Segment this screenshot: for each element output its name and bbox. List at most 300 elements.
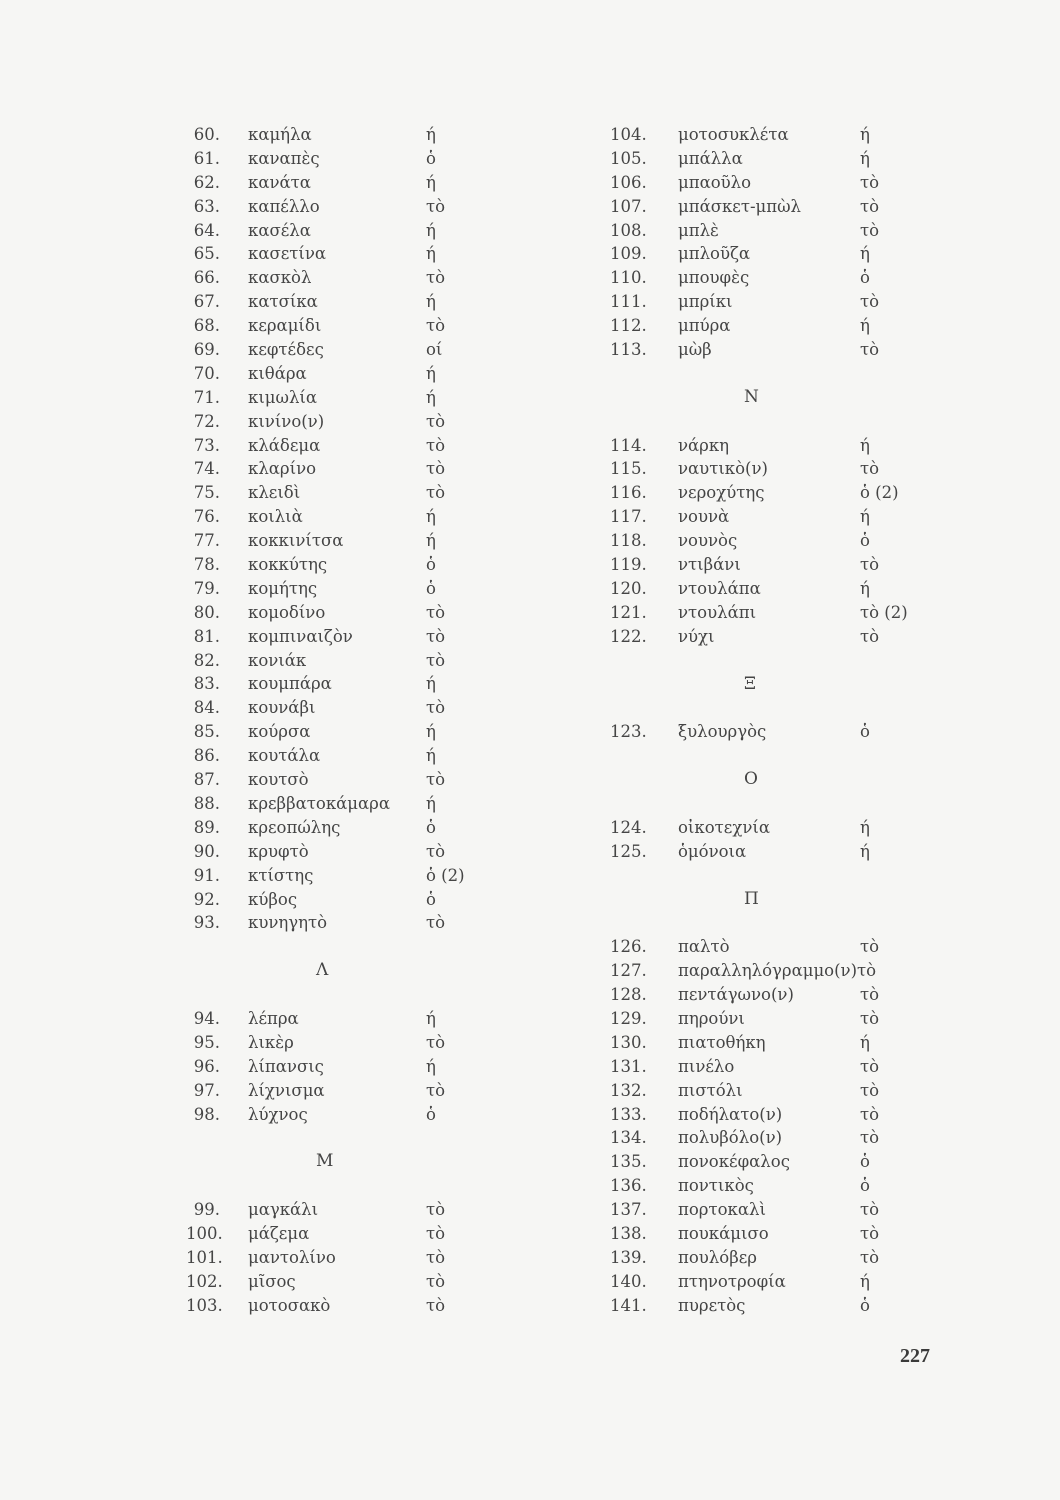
entry-word: ποντικὸς <box>678 1176 754 1196</box>
entry-number: 77. <box>193 531 220 551</box>
entry-number: 66. <box>193 268 220 288</box>
list-item <box>610 625 930 649</box>
right-column <box>610 123 930 1318</box>
entry-number: 123. <box>610 722 647 742</box>
entry-number: 63. <box>193 196 220 216</box>
entry-article: τὸ <box>426 1224 446 1243</box>
letter-heading-text: Ο <box>744 769 758 790</box>
entry-word: καμήλα <box>248 125 312 144</box>
letter-heading-text: Ξ <box>744 673 756 694</box>
entry-number: 106. <box>610 172 647 192</box>
entry-article: τὸ <box>860 459 880 479</box>
entry-number: 134. <box>610 1128 647 1148</box>
entry-article: τὸ <box>426 602 446 622</box>
entry-word: κασκὸλ <box>248 268 312 288</box>
entry-number: 107. <box>610 196 647 216</box>
entry-number: 96. <box>193 1056 220 1076</box>
entry-number: 68. <box>193 316 220 336</box>
entry-article: τὸ <box>426 435 446 455</box>
list-item <box>610 935 930 959</box>
list-item <box>186 553 486 577</box>
entry-word: μῖσος <box>248 1271 296 1291</box>
entry-word: μπλὲ <box>678 220 719 240</box>
entry-number: 79. <box>193 578 220 598</box>
entry-word: κομήτης <box>248 578 318 598</box>
entry-number: 138. <box>610 1224 647 1244</box>
entry-word: πονοκέφαλος <box>678 1152 790 1172</box>
entry-article: τὸ <box>426 268 446 288</box>
entry-word: κασετίνα <box>248 244 327 264</box>
list-item <box>186 1079 486 1103</box>
list-item <box>186 1103 486 1127</box>
list-item <box>610 1246 930 1270</box>
entry-word: κασέλα <box>248 220 311 240</box>
entry-article: ή <box>426 387 436 407</box>
list-item <box>186 290 486 314</box>
letter-heading <box>610 649 930 721</box>
entry-article: ή <box>426 292 436 312</box>
entry-word: παραλληλόγραμμο(ν)τὸ <box>678 961 877 981</box>
entry-number: 73. <box>193 435 220 455</box>
list-item <box>186 672 486 696</box>
list-item <box>186 768 486 792</box>
entry-number: 129. <box>610 1009 647 1029</box>
entry-word: πολυβόλο(ν) <box>678 1128 783 1148</box>
entry-word: πηρούνι <box>678 1009 745 1029</box>
entry-number: 122. <box>610 626 647 646</box>
list-item <box>186 840 486 864</box>
entry-article: τὸ <box>860 1247 880 1267</box>
entry-number: 114. <box>610 435 647 455</box>
entry-word: πτηνοτροφία <box>678 1271 786 1291</box>
entry-number: 108. <box>610 220 647 240</box>
entry-number: 119. <box>610 555 647 575</box>
entry-word: νύχι <box>678 626 715 646</box>
letter-heading <box>610 362 930 434</box>
entry-article: τὸ <box>426 1200 446 1220</box>
entry-word: καπέλλο <box>248 196 320 216</box>
entry-article: τὸ <box>860 196 880 216</box>
list-item <box>186 147 486 171</box>
list-item <box>610 1270 930 1294</box>
entry-article: ὁ <box>426 1104 436 1124</box>
list-item <box>186 410 486 434</box>
entry-article: τὸ <box>860 626 880 646</box>
entry-word: ντιβάνι <box>678 555 741 575</box>
entry-word: κουτσὸ <box>248 770 309 790</box>
entry-number: 112. <box>610 316 647 336</box>
entry-number: 140. <box>610 1271 647 1291</box>
list-item <box>186 1198 486 1222</box>
left-column <box>186 123 486 1318</box>
entry-number: 111. <box>610 292 647 312</box>
list-item <box>610 1031 930 1055</box>
entry-word: κουτάλα <box>248 746 321 766</box>
entry-word: κύβος <box>248 889 298 909</box>
entry-number: 103. <box>186 1295 223 1315</box>
entry-article: ή <box>426 220 436 240</box>
entry-article: τὸ <box>860 172 880 192</box>
entry-article: τὸ <box>426 1032 446 1052</box>
entry-number: 72. <box>193 411 220 431</box>
entry-word: λίχνισμα <box>248 1080 325 1100</box>
entry-word: κλαρίνο <box>248 459 317 479</box>
list-item <box>610 816 930 840</box>
entry-word: κανάτα <box>248 172 311 192</box>
entry-number: 69. <box>193 340 220 360</box>
list-item <box>186 911 486 935</box>
entry-word: ὁμόνοια <box>678 841 747 861</box>
entry-word: κρεοπώλης <box>248 817 341 837</box>
list-item <box>186 457 486 481</box>
entry-article: τὸ <box>860 937 880 957</box>
entry-number: 71. <box>193 387 220 407</box>
entry-article: ὁ <box>860 1295 870 1315</box>
entry-number: 93. <box>193 913 220 933</box>
letter-heading <box>186 935 486 1007</box>
list-item <box>610 840 930 864</box>
list-item <box>610 147 930 171</box>
entry-number: 117. <box>610 507 647 527</box>
entry-article: ή <box>860 1032 870 1052</box>
entry-number: 121. <box>610 602 647 622</box>
list-item <box>610 338 930 362</box>
entry-article: ή <box>860 841 870 861</box>
entry-number: 90. <box>193 841 220 861</box>
entry-article: τὸ <box>426 698 446 718</box>
entry-number: 120. <box>610 578 647 598</box>
entry-word: νεροχύτης <box>678 483 765 503</box>
entry-number: 88. <box>193 793 220 813</box>
entry-word: μπαοῦλο <box>678 172 752 192</box>
entry-word: μοτοσακὸ <box>248 1295 331 1315</box>
list-item <box>186 744 486 768</box>
entry-word: λέπρα <box>248 1008 299 1028</box>
entry-article: ή <box>426 363 436 383</box>
entry-word: κουνάβι <box>248 698 316 718</box>
entry-article: τὸ <box>860 985 880 1005</box>
list-item <box>610 505 930 529</box>
entry-number: 64. <box>193 220 220 240</box>
entry-word: κομοδίνο <box>248 602 326 622</box>
list-item <box>610 1174 930 1198</box>
entry-number: 100. <box>186 1224 223 1243</box>
entry-article: τὸ <box>426 1271 446 1291</box>
entry-word: κούρσα <box>248 722 311 742</box>
entry-number: 131. <box>610 1056 647 1076</box>
entry-word: κτίστης <box>248 865 314 885</box>
entry-word: κατσίκα <box>248 292 318 312</box>
entry-word: κιμωλία <box>248 387 318 407</box>
entry-number: 137. <box>610 1200 647 1220</box>
entry-number: 133. <box>610 1104 647 1124</box>
entry-number: 130. <box>610 1032 647 1052</box>
list-item <box>610 457 930 481</box>
entry-article: ή <box>860 1271 870 1291</box>
entry-word: κλειδὶ <box>248 483 301 503</box>
entry-article: ή <box>426 1056 436 1076</box>
entry-article: ή <box>426 1008 436 1028</box>
entry-article: τὸ <box>426 650 446 670</box>
list-item <box>610 242 930 266</box>
entry-number: 89. <box>193 817 220 837</box>
entry-article: ὁ <box>860 1152 870 1172</box>
entry-word: λίπανσις <box>248 1056 324 1076</box>
list-item <box>610 123 930 147</box>
list-item <box>186 864 486 888</box>
entry-article: τὸ <box>426 196 446 216</box>
list-item <box>186 1270 486 1294</box>
list-item <box>610 983 930 1007</box>
entry-word: κλάδεμα <box>248 435 321 455</box>
entry-article: ὁ <box>426 889 436 909</box>
entry-number: 126. <box>610 937 647 957</box>
entry-article: ή <box>860 125 870 144</box>
entry-article: τὸ <box>860 1056 880 1076</box>
entry-number: 61. <box>193 148 220 168</box>
entry-number: 67. <box>193 292 220 312</box>
entry-word: ντουλάπα <box>678 578 761 598</box>
entry-article: τὸ <box>426 626 446 646</box>
entry-word: κουμπάρα <box>248 674 332 694</box>
entry-article: ή <box>426 793 436 813</box>
entry-number: 83. <box>193 674 220 694</box>
entry-word: κιθάρα <box>248 363 307 383</box>
entry-number: 78. <box>193 555 220 575</box>
entry-article: ή <box>426 746 436 766</box>
entry-article: ή <box>426 722 436 742</box>
entry-number: 132. <box>610 1080 647 1100</box>
entry-number: 74. <box>193 459 220 479</box>
entry-word: μπύρα <box>678 316 731 336</box>
entry-article: τὸ <box>860 555 880 575</box>
list-item <box>186 1246 486 1270</box>
entry-word: κεφτέδες <box>248 340 324 360</box>
entry-article: ὁ <box>426 578 436 598</box>
entry-word: κοκκινίτσα <box>248 531 344 551</box>
entry-article: ὁ <box>860 722 870 742</box>
list-item <box>186 219 486 243</box>
entry-word: μπάλλα <box>678 148 743 168</box>
entry-article: ὁ <box>860 1176 870 1196</box>
list-item <box>186 1007 486 1031</box>
list-item <box>610 601 930 625</box>
entry-word: νάρκη <box>678 435 730 455</box>
entry-article: ή <box>860 316 870 336</box>
entry-word: μάζεμα <box>248 1224 310 1243</box>
entry-word: μπάσκετ-μπὼλ <box>678 196 802 216</box>
entry-number: 65. <box>193 244 220 264</box>
entry-article: τὸ <box>860 292 880 312</box>
list-item <box>186 696 486 720</box>
list-item <box>610 529 930 553</box>
entry-word: μαντολίνο <box>248 1247 336 1267</box>
entry-article: ή <box>860 817 870 837</box>
entry-word: λύχνος <box>248 1104 308 1124</box>
entry-word: παλτὸ <box>678 937 730 957</box>
entry-number: 128. <box>610 985 647 1005</box>
entry-article: τὸ <box>860 1080 880 1100</box>
entry-article: ή <box>860 507 870 527</box>
entry-word: κρεββατοκάμαρα <box>248 793 391 813</box>
entry-article: τὸ <box>426 770 446 790</box>
list-item <box>610 171 930 195</box>
entry-number: 97. <box>193 1080 220 1100</box>
letter-heading <box>610 864 930 936</box>
list-item <box>186 314 486 338</box>
list-item <box>186 338 486 362</box>
list-item <box>610 577 930 601</box>
entry-word: πουκάμισο <box>678 1224 769 1244</box>
entry-word: κινίνο(ν) <box>248 411 325 431</box>
entry-number: 99. <box>193 1200 220 1220</box>
entry-article: τὸ <box>426 841 446 861</box>
entry-number: 86. <box>193 746 220 766</box>
entry-number: 101. <box>186 1247 223 1267</box>
list-item <box>610 1294 930 1318</box>
entry-number: 80. <box>193 602 220 622</box>
entry-article: ὁ <box>860 268 870 288</box>
list-item <box>610 290 930 314</box>
list-item <box>186 792 486 816</box>
entry-word: κεραμίδι <box>248 316 322 336</box>
entry-word: κρυφτὸ <box>248 841 309 861</box>
entry-number: 135. <box>610 1152 647 1172</box>
list-item <box>610 195 930 219</box>
entry-article: ή <box>426 674 436 694</box>
entry-word: λικὲρ <box>248 1032 294 1052</box>
list-item <box>610 219 930 243</box>
entry-number: 98. <box>193 1104 220 1124</box>
entry-article: τὸ <box>860 340 880 360</box>
entry-word: μπρίκι <box>678 292 733 312</box>
entry-article: ὁ <box>860 531 870 551</box>
entry-article: ή <box>860 244 870 264</box>
entry-number: 115. <box>610 459 647 479</box>
list-item <box>186 505 486 529</box>
list-item <box>610 1079 930 1103</box>
entry-article: τὸ <box>426 459 446 479</box>
entry-word: μοτοσυκλέτα <box>678 125 789 144</box>
list-item <box>186 171 486 195</box>
list-item <box>610 1126 930 1150</box>
entry-article: ὁ (2) <box>426 865 465 885</box>
entry-article: τὸ <box>426 913 446 933</box>
list-item <box>610 266 930 290</box>
list-item <box>610 481 930 505</box>
entry-word: πεντάγωνο(ν) <box>678 985 794 1005</box>
list-item <box>610 1103 930 1127</box>
entry-word: πυρετὸς <box>678 1295 746 1315</box>
list-item <box>610 314 930 338</box>
entry-article: τὸ <box>426 316 446 336</box>
entry-number: 75. <box>193 483 220 503</box>
entry-article: ὁ (2) <box>860 483 899 503</box>
entry-number: 87. <box>193 770 220 790</box>
entry-article: τὸ <box>860 1009 880 1029</box>
entry-article: οί <box>426 340 443 360</box>
letter-heading-text: Μ <box>316 1151 334 1172</box>
list-item <box>186 720 486 744</box>
entry-word: μπουφὲς <box>678 268 750 288</box>
entry-article: τὸ <box>860 1200 880 1220</box>
list-item <box>186 123 486 147</box>
entry-article: ὁ <box>426 555 436 575</box>
entry-word: νουνὰ <box>678 507 730 527</box>
entry-word: ποδήλατο(ν) <box>678 1104 783 1124</box>
entry-word: πινέλο <box>678 1056 735 1076</box>
list-item <box>186 266 486 290</box>
entry-number: 84. <box>193 698 220 718</box>
entry-article: τὸ <box>860 220 880 240</box>
list-item <box>186 577 486 601</box>
page-number: 227 <box>900 1345 930 1367</box>
list-item <box>186 601 486 625</box>
list-item <box>186 1294 486 1318</box>
entry-article: ή <box>860 435 870 455</box>
list-item <box>610 1222 930 1246</box>
list-item <box>186 195 486 219</box>
entry-article: τὸ <box>860 1104 880 1124</box>
entry-word: πουλόβερ <box>678 1247 757 1267</box>
entry-article: τὸ <box>426 1295 446 1315</box>
entry-article: τὸ <box>426 1247 446 1267</box>
entry-article: ή <box>426 531 436 551</box>
list-item <box>610 720 930 744</box>
list-item <box>186 242 486 266</box>
list-item <box>610 434 930 458</box>
entry-number: 81. <box>193 626 220 646</box>
entry-number: 139. <box>610 1247 647 1267</box>
entry-word: κυνηγητὸ <box>248 913 328 933</box>
entry-number: 102. <box>186 1271 223 1291</box>
entry-article: ή <box>426 172 436 192</box>
entry-number: 104. <box>610 125 647 144</box>
entry-article: τὸ (2) <box>860 602 908 622</box>
entry-number: 105. <box>610 148 647 168</box>
entry-number: 62. <box>193 172 220 192</box>
entry-number: 110. <box>610 268 647 288</box>
entry-article: ή <box>426 125 436 144</box>
entry-number: 70. <box>193 363 220 383</box>
letter-heading <box>186 1126 486 1198</box>
entry-article: τὸ <box>860 1224 880 1244</box>
entry-word: ξυλουργὸς <box>678 722 767 742</box>
entry-number: 125. <box>610 841 647 861</box>
entry-number: 85. <box>193 722 220 742</box>
entry-word: μπλοῦζα <box>678 244 751 264</box>
entry-number: 91. <box>193 865 220 885</box>
entry-article: ὁ <box>426 817 436 837</box>
entry-article: ή <box>860 578 870 598</box>
list-item <box>186 1222 486 1246</box>
entry-word: καναπὲς <box>248 148 320 168</box>
list-item <box>610 553 930 577</box>
entry-word: μὼβ <box>678 340 712 360</box>
entry-number: 60. <box>193 125 220 144</box>
list-item <box>186 481 486 505</box>
list-item <box>186 434 486 458</box>
entry-article: τὸ <box>426 483 446 503</box>
list-item <box>610 1198 930 1222</box>
entry-word: πιατοθήκη <box>678 1032 766 1052</box>
entry-article: ή <box>426 507 436 527</box>
entry-article: ή <box>860 148 870 168</box>
entry-article: τὸ <box>426 411 446 431</box>
entry-word: οἰκοτεχνία <box>678 817 770 837</box>
list-item <box>186 386 486 410</box>
entry-word: κομπιναιζὸν <box>248 626 353 646</box>
